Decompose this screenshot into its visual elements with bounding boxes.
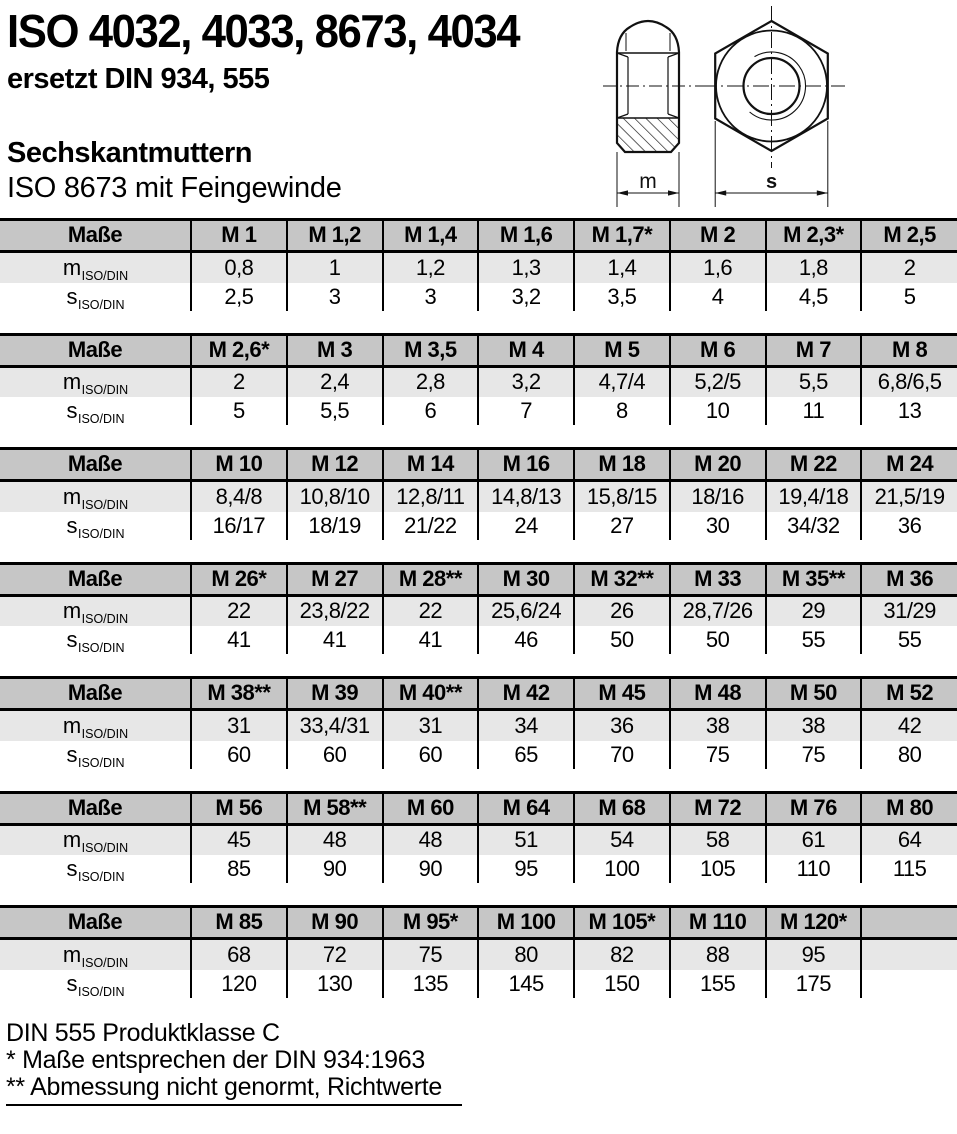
dimension-value-cell: 41 [191, 626, 287, 654]
dimension-value-cell: 6,8/6,5 [861, 366, 957, 397]
dimension-value-cell: 5,5 [766, 366, 862, 397]
size-column-header: M 28** [383, 563, 479, 595]
table-header-row [0, 563, 957, 595]
size-column-header: M 1,6 [478, 220, 574, 252]
size-column-header: M 60 [383, 792, 479, 824]
size-column-header: M 26* [191, 563, 287, 595]
row-label-base: s [66, 741, 77, 767]
dimension-value-cell: 1,8 [766, 252, 862, 283]
dimension-value-cell: 30 [670, 512, 766, 540]
row-label-subscript: ISO/DIN [81, 955, 129, 970]
dimension-label-m: m [639, 170, 657, 193]
dimension-value-cell: 61 [766, 824, 862, 855]
row-label-subscript: ISO/DIN [81, 383, 129, 397]
size-column-header: M 105* [574, 907, 670, 939]
dimension-row-s [0, 283, 957, 311]
dimension-value-cell: 31/29 [861, 595, 957, 626]
dimension-tables [0, 218, 957, 998]
size-column-header: M 68 [574, 792, 670, 824]
dimension-value-cell: 12,8/11 [383, 481, 479, 512]
size-column-header: M 42 [478, 678, 574, 710]
dimension-value-cell: 1,6 [670, 252, 766, 283]
dimension-value-cell: 1,2 [383, 252, 479, 283]
dimension-value-cell: 1 [287, 252, 383, 283]
dimension-value-cell: 60 [383, 741, 479, 769]
dimension-value-cell: 55 [861, 626, 957, 654]
dimension-value-cell: 70 [574, 741, 670, 769]
dimension-value-cell: 41 [287, 626, 383, 654]
row-label-cell [0, 366, 191, 397]
row-label-cell [0, 397, 191, 425]
product-name: Sechskantmuttern [7, 137, 253, 169]
dimension-value-cell: 50 [574, 626, 670, 654]
dimension-value-cell: 90 [383, 855, 479, 883]
size-column-header: M 38** [191, 678, 287, 710]
size-column-header: M 30 [478, 563, 574, 595]
dimension-value-cell: 5,5 [287, 397, 383, 425]
corner-header-masse: Maße [0, 907, 191, 939]
dimension-value-cell: 42 [861, 710, 957, 741]
dimension-value-cell: 85 [191, 855, 287, 883]
size-column-header: M 12 [287, 449, 383, 481]
corner-header-masse: Maße [0, 449, 191, 481]
table-header-row [0, 792, 957, 824]
dimension-value-cell: 46 [478, 626, 574, 654]
row-label-base: s [66, 398, 77, 423]
dimension-value-cell: 34 [478, 710, 574, 741]
row-label-subscript: ISO/DIN [81, 841, 129, 855]
dimension-value-cell: 115 [861, 855, 957, 883]
size-column-header: M 80 [861, 792, 957, 824]
dimension-value-cell: 13 [861, 397, 957, 425]
size-column-header: M 58** [287, 792, 383, 824]
dimension-table-1 [0, 218, 957, 311]
dimension-value-cell: 65 [478, 741, 574, 769]
row-label-subscript: ISO/DIN [77, 870, 125, 883]
dimension-value-cell: 135 [383, 970, 479, 998]
dimension-row-m [0, 366, 957, 397]
size-column-header: M 2,3* [766, 220, 862, 252]
table-header-row [0, 678, 957, 710]
size-column-header: M 39 [287, 678, 383, 710]
size-column-header: M 1,7* [574, 220, 670, 252]
dimension-value-cell: 60 [287, 741, 383, 769]
dimension-value-cell: 25,6/24 [478, 595, 574, 626]
nut-side-view-drawing [595, 0, 707, 210]
dimension-value-cell: 80 [478, 939, 574, 970]
dimension-value-cell: 105 [670, 855, 766, 883]
dimension-value-cell: 130 [287, 970, 383, 998]
dimension-m [617, 152, 679, 207]
dimension-value-cell: 75 [670, 741, 766, 769]
dimension-label-s: s [765, 171, 778, 193]
dimension-value-cell: 0,8 [191, 252, 287, 283]
dimension-row-s [0, 970, 957, 998]
size-column-header: M 1,2 [287, 220, 383, 252]
row-label-cell [0, 252, 191, 283]
dimension-value-cell: 175 [766, 970, 862, 998]
page-title: ISO 4032, 4033, 8673, 4034 [7, 5, 520, 57]
size-column-header: M 16 [478, 449, 574, 481]
corner-header-masse: Maße [0, 563, 191, 595]
corner-header-masse: Maße [0, 678, 191, 710]
row-label-cell [0, 855, 191, 883]
row-label-base: m [62, 483, 81, 509]
dimension-value-cell: 2 [861, 252, 957, 283]
size-column-header: M 24 [861, 449, 957, 481]
row-label-cell [0, 595, 191, 626]
dimension-value-cell: 64 [861, 824, 957, 855]
size-column-header: M 10 [191, 449, 287, 481]
dimension-value-cell: 18/19 [287, 512, 383, 540]
size-column-header: M 95* [383, 907, 479, 939]
dimension-value-cell: 7 [478, 397, 574, 425]
dimension-table-6 [0, 791, 957, 884]
dimension-value-cell: 4,5 [766, 283, 862, 311]
dimension-row-s [0, 397, 957, 425]
dimension-value-cell: 110 [766, 855, 862, 883]
size-column-header: M 36 [861, 563, 957, 595]
dimension-row-m [0, 481, 957, 512]
dimension-value-cell: 38 [766, 710, 862, 741]
row-label-subscript: ISO/DIN [77, 412, 125, 425]
size-column-header: M 110 [670, 907, 766, 939]
footnotes [0, 1020, 957, 1106]
dimension-value-cell: 82 [574, 939, 670, 970]
dimension-row-s [0, 512, 957, 540]
row-label-base: m [62, 254, 81, 280]
row-label-base: m [62, 827, 81, 853]
row-label-cell [0, 512, 191, 540]
size-column-header: M 18 [574, 449, 670, 481]
row-label-cell [0, 741, 191, 769]
size-column-header: M 76 [766, 792, 862, 824]
dimension-value-cell: 51 [478, 824, 574, 855]
dimension-value-cell: 72 [287, 939, 383, 970]
row-label-subscript: ISO/DIN [77, 297, 125, 311]
dimension-value-cell: 88 [670, 939, 766, 970]
row-label-base: m [62, 598, 81, 624]
dimension-value-cell: 36 [861, 512, 957, 540]
dimension-value-cell: 68 [191, 939, 287, 970]
row-label-cell [0, 626, 191, 654]
dimension-table-4 [0, 562, 957, 655]
dimension-value-cell: 100 [574, 855, 670, 883]
dimension-row-m [0, 252, 957, 283]
size-column-header: M 100 [478, 907, 574, 939]
row-label-base: s [66, 856, 77, 881]
row-label-subscript: ISO/DIN [77, 526, 125, 540]
size-column-header: M 6 [670, 334, 766, 366]
dimension-value-cell: 23,8/22 [287, 595, 383, 626]
size-column-header [861, 907, 957, 939]
dimension-value-cell: 11 [766, 397, 862, 425]
size-column-header: M 32** [574, 563, 670, 595]
dimension-value-cell: 5 [191, 397, 287, 425]
row-label-subscript: ISO/DIN [77, 641, 125, 654]
size-column-header: M 85 [191, 907, 287, 939]
size-column-header: M 1,4 [383, 220, 479, 252]
size-column-header: M 2,5 [861, 220, 957, 252]
row-label-base: s [66, 512, 77, 538]
dimension-value-cell: 2 [191, 366, 287, 397]
size-column-header: M 27 [287, 563, 383, 595]
row-label-base: m [62, 712, 81, 738]
size-column-header: M 14 [383, 449, 479, 481]
dimension-table-5 [0, 676, 957, 769]
size-column-header: M 4 [478, 334, 574, 366]
dimension-value-cell: 95 [478, 855, 574, 883]
dimension-value-cell: 3 [287, 283, 383, 311]
dimension-value-cell: 75 [766, 741, 862, 769]
dimension-value-cell: 3,2 [478, 366, 574, 397]
dimension-value-cell: 19,4/18 [766, 481, 862, 512]
dimension-value-cell: 120 [191, 970, 287, 998]
dimension-value-cell: 36 [574, 710, 670, 741]
dimension-value-cell: 34/32 [766, 512, 862, 540]
row-label-subscript: ISO/DIN [77, 984, 125, 998]
dimension-value-cell: 4 [670, 283, 766, 311]
row-label-cell [0, 283, 191, 311]
row-label-base: s [66, 627, 77, 652]
dimension-value-cell: 3,2 [478, 283, 574, 311]
dimension-value-cell: 31 [191, 710, 287, 741]
size-column-header: M 2 [670, 220, 766, 252]
dimension-value-cell: 41 [383, 626, 479, 654]
dimension-value-cell: 54 [574, 824, 670, 855]
dimension-value-cell: 6 [383, 397, 479, 425]
bottom-rule [6, 1104, 462, 1106]
size-column-header: M 5 [574, 334, 670, 366]
size-column-header: M 90 [287, 907, 383, 939]
dimension-value-cell: 8,4/8 [191, 481, 287, 512]
row-label-base: m [62, 369, 81, 395]
dimension-value-cell: 150 [574, 970, 670, 998]
dimension-value-cell: 2,4 [287, 366, 383, 397]
dimension-value-cell: 8 [574, 397, 670, 425]
row-label-cell [0, 970, 191, 998]
product-note: ISO 8673 mit Feingewinde [7, 172, 342, 204]
size-column-header: M 33 [670, 563, 766, 595]
corner-header-masse: Maße [0, 220, 191, 252]
dimension-value-cell: 45 [191, 824, 287, 855]
dimension-value-cell: 50 [670, 626, 766, 654]
dimension-value-cell: 27 [574, 512, 670, 540]
dimension-value-cell: 24 [478, 512, 574, 540]
dimension-value-cell: 29 [766, 595, 862, 626]
page-subtitle: ersetzt DIN 934, 555 [7, 63, 270, 95]
dimension-row-s [0, 741, 957, 769]
page-header [0, 0, 957, 218]
table-header-row [0, 334, 957, 366]
section-hatching [617, 118, 679, 152]
dimension-value-cell: 75 [383, 939, 479, 970]
dimension-value-cell: 10,8/10 [287, 481, 383, 512]
row-label-cell [0, 824, 191, 855]
dimension-value-cell: 145 [478, 970, 574, 998]
dimension-value-cell: 58 [670, 824, 766, 855]
row-label-cell [0, 481, 191, 512]
dimension-value-cell: 21/22 [383, 512, 479, 540]
size-column-header: M 8 [861, 334, 957, 366]
dimension-value-cell: 21,5/19 [861, 481, 957, 512]
dimension-value-cell: 90 [287, 855, 383, 883]
size-column-header: M 1 [191, 220, 287, 252]
table-header-row [0, 449, 957, 481]
row-label-subscript: ISO/DIN [81, 726, 129, 741]
corner-header-masse: Maße [0, 792, 191, 824]
dimension-value-cell: 155 [670, 970, 766, 998]
dimension-row-m [0, 939, 957, 970]
size-column-header: M 52 [861, 678, 957, 710]
dimension-value-cell: 60 [191, 741, 287, 769]
dimension-row-s [0, 855, 957, 883]
footnote-asterisk: * Maße entsprechen der DIN 934:1963 [6, 1045, 425, 1074]
size-column-header: M 48 [670, 678, 766, 710]
row-label-base: s [66, 970, 77, 996]
dimension-value-cell: 2,8 [383, 366, 479, 397]
size-column-header: M 3 [287, 334, 383, 366]
dimension-value-cell: 48 [287, 824, 383, 855]
dimension-value-cell: 33,4/31 [287, 710, 383, 741]
footnote-product-class: DIN 555 Produktklasse C [6, 1018, 280, 1047]
dimension-value-cell: 16/17 [191, 512, 287, 540]
size-column-header: M 56 [191, 792, 287, 824]
dimension-value-cell: 1,3 [478, 252, 574, 283]
dimension-value-cell: 26 [574, 595, 670, 626]
dimension-value-cell: 18/16 [670, 481, 766, 512]
size-column-header: M 7 [766, 334, 862, 366]
dimension-value-cell [861, 939, 957, 970]
dimension-value-cell: 55 [766, 626, 862, 654]
dimension-value-cell: 10 [670, 397, 766, 425]
dimension-row-s [0, 626, 957, 654]
size-column-header: M 64 [478, 792, 574, 824]
dimension-row-m [0, 824, 957, 855]
size-column-header: M 40** [383, 678, 479, 710]
size-column-header: M 50 [766, 678, 862, 710]
dimension-value-cell: 5,2/5 [670, 366, 766, 397]
size-column-header: M 120* [766, 907, 862, 939]
dimension-value-cell: 48 [383, 824, 479, 855]
size-column-header: M 2,6* [191, 334, 287, 366]
row-label-base: m [62, 941, 81, 967]
dimension-value-cell: 3 [383, 283, 479, 311]
dimension-table-3 [0, 447, 957, 540]
row-label-subscript: ISO/DIN [81, 268, 129, 283]
dimension-value-cell: 1,4 [574, 252, 670, 283]
dimension-value-cell: 22 [191, 595, 287, 626]
dimension-value-cell: 15,8/15 [574, 481, 670, 512]
dimension-value-cell: 38 [670, 710, 766, 741]
dimension-value-cell: 31 [383, 710, 479, 741]
row-label-subscript: ISO/DIN [77, 755, 125, 769]
size-column-header: M 22 [766, 449, 862, 481]
dimension-value-cell: 2,5 [191, 283, 287, 311]
footnote-double-asterisk: ** Abmessung nicht genormt, Richtwerte [6, 1072, 443, 1101]
size-column-header: M 72 [670, 792, 766, 824]
table-header-row [0, 907, 957, 939]
row-label-subscript: ISO/DIN [81, 612, 129, 626]
size-column-header: M 20 [670, 449, 766, 481]
size-column-header: M 45 [574, 678, 670, 710]
row-label-cell [0, 710, 191, 741]
dimension-value-cell: 4,7/4 [574, 366, 670, 397]
dimension-table-2 [0, 333, 957, 426]
dimension-value-cell: 28,7/26 [670, 595, 766, 626]
dimension-value-cell [861, 970, 957, 998]
dimension-row-m [0, 710, 957, 741]
size-column-header: M 3,5 [383, 334, 479, 366]
dimension-value-cell: 5 [861, 283, 957, 311]
dimension-value-cell: 3,5 [574, 283, 670, 311]
size-column-header: M 35** [766, 563, 862, 595]
nut-top-view-drawing [693, 0, 870, 210]
dimension-row-m [0, 595, 957, 626]
dimension-table-7 [0, 905, 957, 998]
dimension-value-cell: 95 [766, 939, 862, 970]
row-label-base: s [66, 283, 77, 309]
row-label-subscript: ISO/DIN [81, 497, 129, 512]
corner-header-masse: Maße [0, 334, 191, 366]
row-label-cell [0, 939, 191, 970]
dimension-value-cell: 80 [861, 741, 957, 769]
table-header-row [0, 220, 957, 252]
dimension-value-cell: 14,8/13 [478, 481, 574, 512]
dimension-value-cell: 22 [383, 595, 479, 626]
